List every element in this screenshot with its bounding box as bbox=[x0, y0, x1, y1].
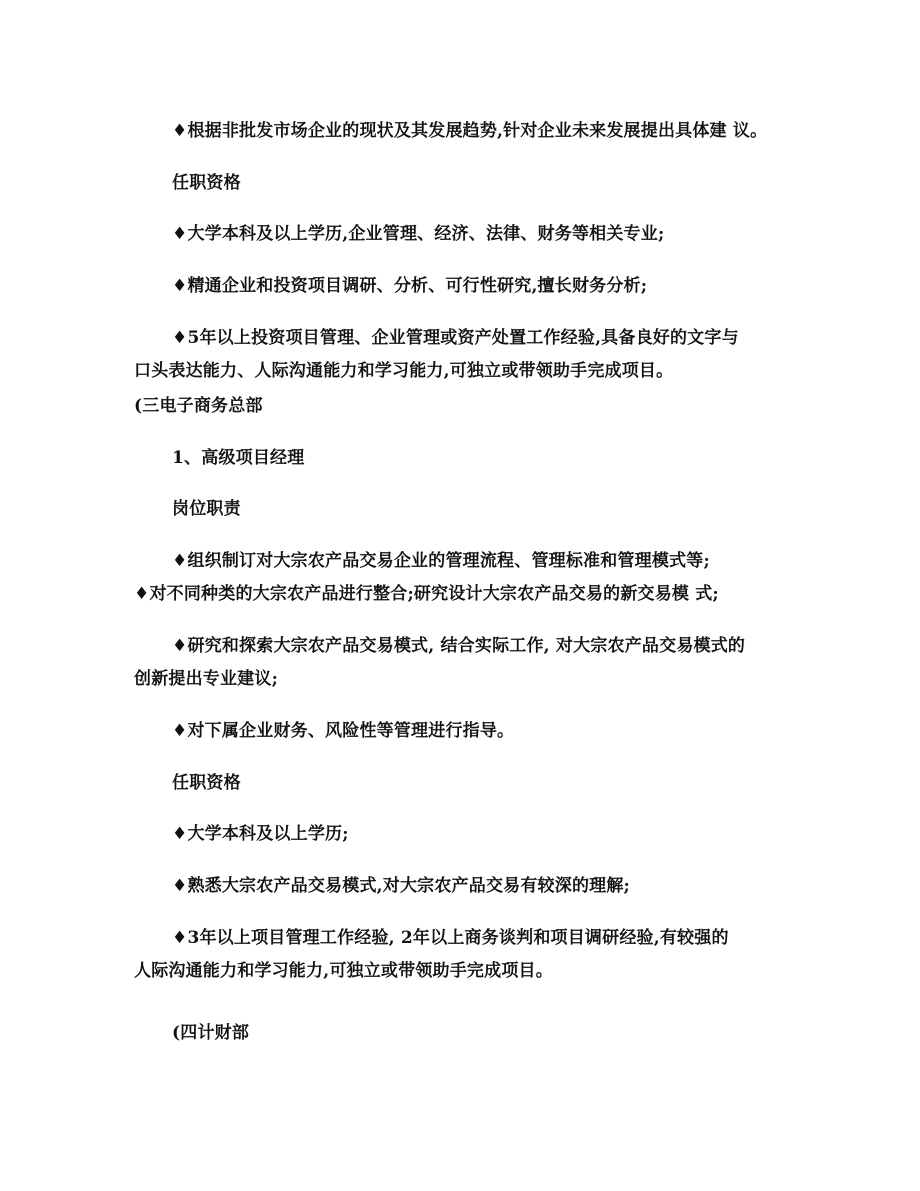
text-line: ♦对不同种类的大宗农产品进行整合;研究设计大宗农产品交易的新交易模 式; bbox=[134, 584, 719, 604]
section-heading: 任职资格 bbox=[172, 173, 241, 193]
subsection-heading: 1、高级项目经理 bbox=[172, 448, 305, 468]
text-line: ♦对下属企业财务、风险性等管理进行指导。 bbox=[172, 721, 515, 741]
text-line: ♦熟悉大宗农产品交易模式,对大宗农产品交易有较深的理解; bbox=[172, 876, 631, 896]
text-line: 人际沟通能力和学习能力,可独立或带领助手完成项目。 bbox=[134, 961, 553, 981]
text-line: ♦精通企业和投资项目调研、分析、可行性研究,擅长财务分析; bbox=[172, 276, 648, 296]
section-heading: (四计财部 bbox=[172, 1023, 250, 1043]
text-line: ♦5年以上投资项目管理、企业管理或资产处置工作经验,具备良好的文字与 bbox=[172, 328, 739, 348]
text-line: ♦大学本科及以上学历,企业管理、经济、法律、财务等相关专业; bbox=[172, 224, 665, 244]
text-line: ♦3年以上项目管理工作经验, 2年以上商务谈判和项目调研经验,有较强的 bbox=[172, 928, 729, 948]
section-heading: 岗位职责 bbox=[172, 499, 241, 519]
text-line: ♦组织制订对大宗农产品交易企业的管理流程、管理标准和管理模式等; bbox=[172, 551, 710, 571]
section-heading: (三电子商务总部 bbox=[134, 396, 263, 416]
text-line: ♦研究和探索大宗农产品交易模式, 结合实际工作, 对大宗农产品交易模式的 bbox=[172, 636, 746, 656]
text-line: 创新提出专业建议; bbox=[134, 669, 279, 689]
section-heading: 任职资格 bbox=[172, 773, 241, 793]
text-line: 口头表达能力、人际沟通能力和学习能力,可独立或带领助手完成项目。 bbox=[134, 361, 674, 381]
text-line: ♦大学本科及以上学历; bbox=[172, 824, 349, 844]
text-line: ♦根据非批发市场企业的现状及其发展趋势,针对企业未来发展提出具体建 议。 bbox=[172, 121, 768, 141]
